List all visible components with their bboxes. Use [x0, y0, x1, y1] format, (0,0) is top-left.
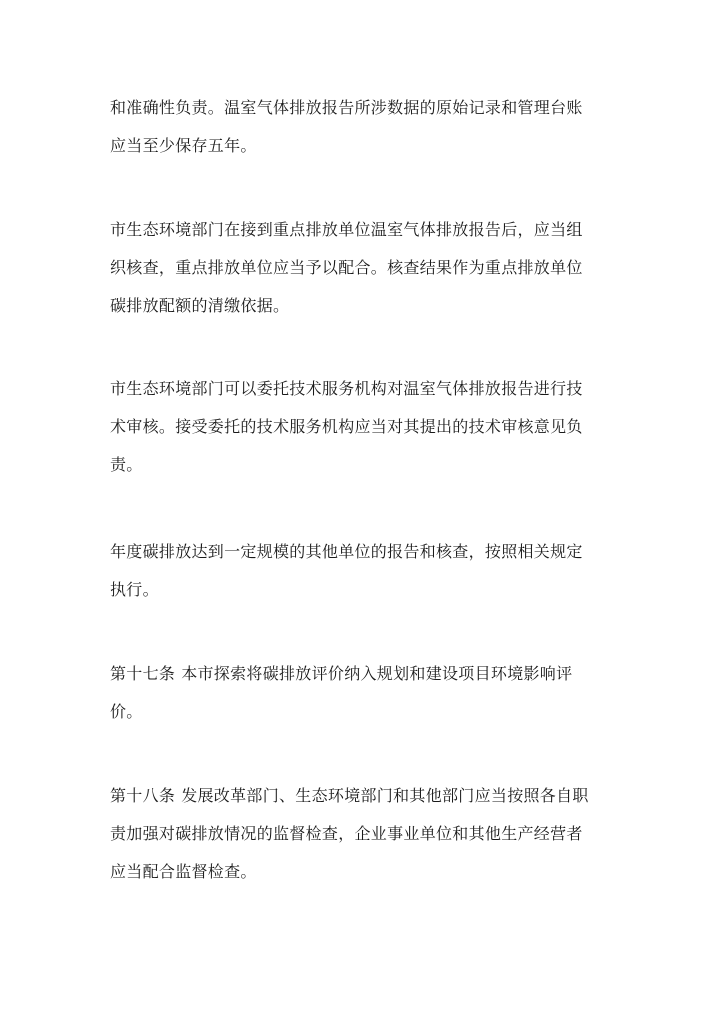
- paragraph-line: 执行。: [110, 580, 159, 599]
- paragraph-line: 应当配合监督检查。: [110, 862, 257, 881]
- paragraph-article-18: [110, 777, 610, 891]
- paragraph-line: 织核查，重点排放单位应当予以配合。核查结果作为重点排放单位: [110, 258, 583, 277]
- paragraph-line: 责。: [110, 455, 143, 474]
- paragraph-line: 价。: [110, 702, 143, 721]
- paragraph-line: 责加强对碳排放情况的监督检查，企业事业单位和其他生产经营者: [110, 824, 583, 843]
- paragraph-line: 市生态环境部门在接到重点排放单位温室气体排放报告后，应当组: [110, 220, 583, 239]
- paragraph-2: [110, 211, 610, 325]
- article-text: 本市探索将碳排放评价纳入规划和建设项目环境影响评: [181, 664, 573, 683]
- paragraph-line: 和准确性负责。温室气体排放报告所涉数据的原始记录和管理台账: [110, 98, 583, 117]
- paragraph-4: [110, 533, 610, 609]
- paragraph-article-17: [110, 655, 610, 731]
- paragraph-line: 市生态环境部门可以委托技术服务机构对温室气体排放报告进行技: [110, 379, 583, 398]
- paragraph-line: [110, 777, 610, 815]
- article-number: 第十八条: [110, 786, 176, 805]
- paragraph-line: 术审核。接受委托的技术服务机构应当对其提出的技术审核意见负: [110, 417, 583, 436]
- paragraph-line: 碳排放配额的清缴依据。: [110, 296, 290, 315]
- paragraph-3: [110, 370, 610, 484]
- paragraph-line: 年度碳排放达到一定规模的其他单位的报告和核查，按照相关规定: [110, 542, 583, 561]
- paragraph-1: [110, 89, 610, 165]
- paragraph-line: 应当至少保存五年。: [110, 136, 257, 155]
- article-text: 发展改革部门、生态环境部门和其他部门应当按照各自职: [181, 786, 589, 805]
- article-number: 第十七条: [110, 664, 176, 683]
- paragraph-line: [110, 655, 610, 693]
